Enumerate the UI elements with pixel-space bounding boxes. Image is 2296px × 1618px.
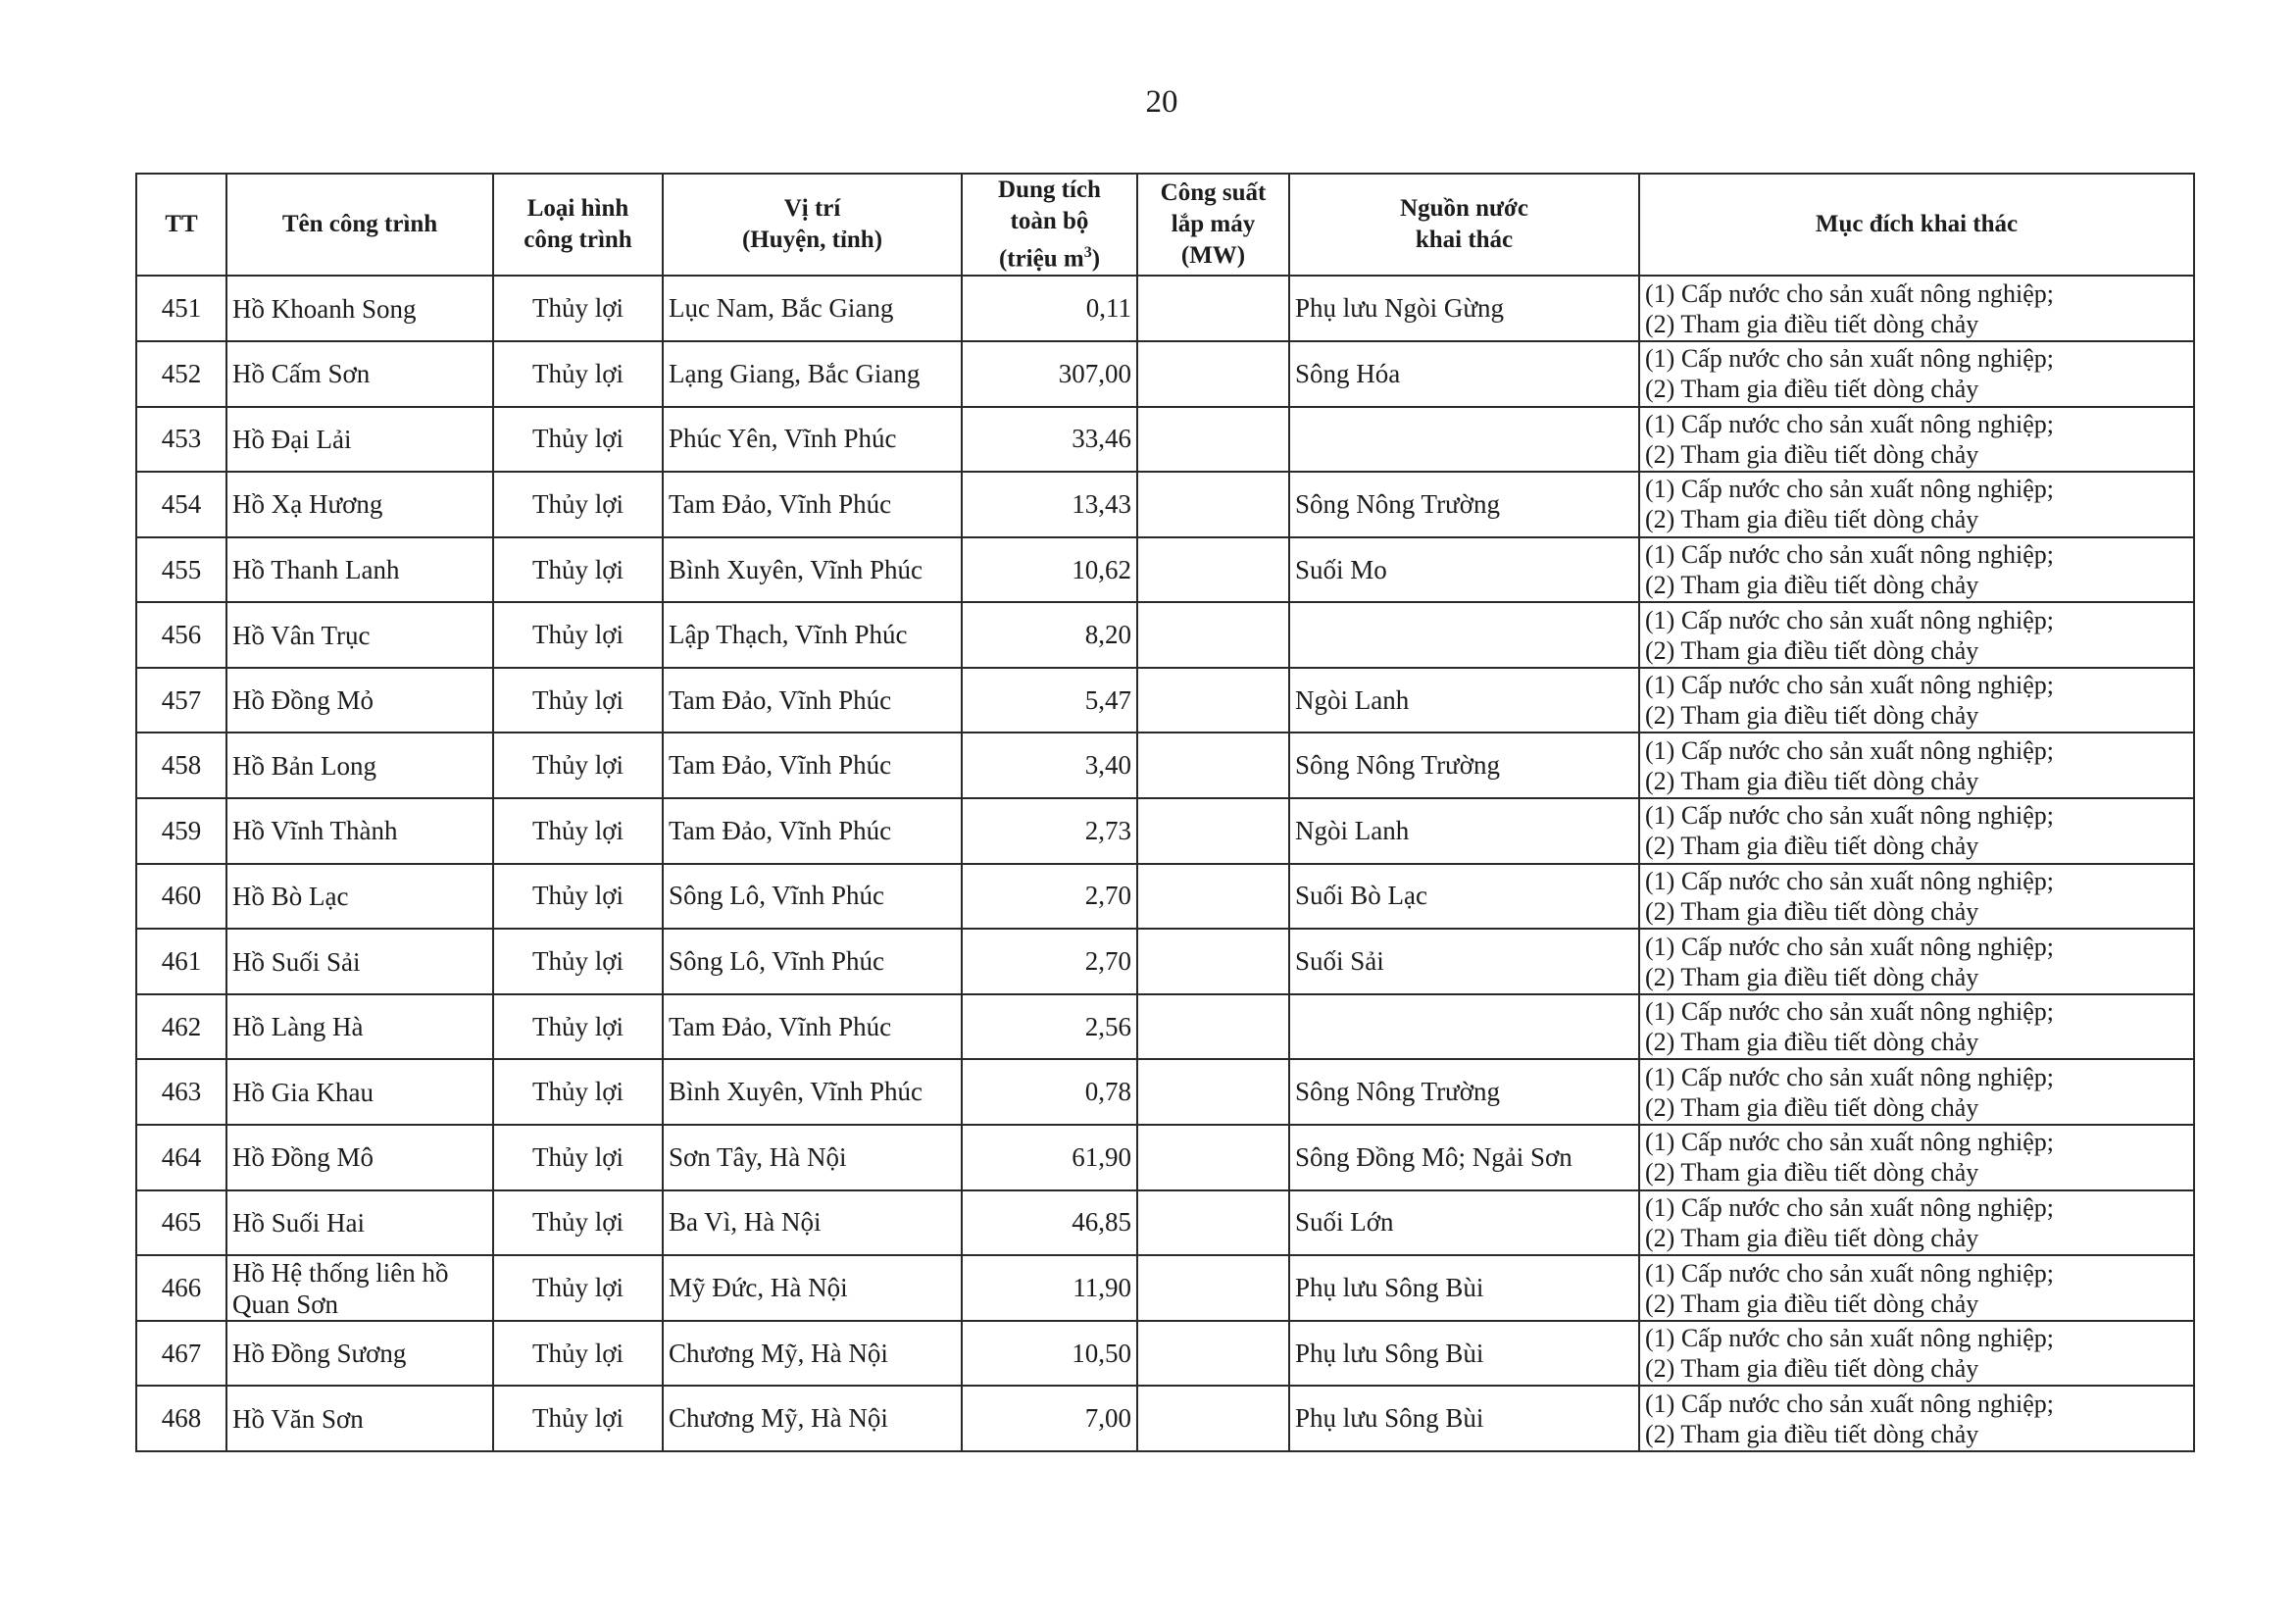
table-row <box>136 668 2194 733</box>
row-purpose-line2: (2) Tham gia điều tiết dòng chảy <box>1645 832 1979 861</box>
row-source: Sông Hóa <box>1289 341 1639 407</box>
row-location: Phúc Yên, Vĩnh Phúc <box>663 407 962 473</box>
row-purpose <box>1639 407 2194 473</box>
header-location <box>663 174 962 276</box>
row-purpose-line2: (2) Tham gia điều tiết dòng chảy <box>1645 635 1979 665</box>
row-purpose-line1: (1) Cấp nước cho sản xuất nông nghiệp; <box>1645 997 2055 1027</box>
table-row <box>136 1190 2194 1256</box>
row-power <box>1137 1059 1289 1125</box>
row-purpose-line2: (2) Tham gia điều tiết dòng chảy <box>1645 1289 1979 1318</box>
row-number: 459 <box>136 798 226 864</box>
header-power <box>1137 174 1289 276</box>
row-location: Tam Đảo, Vĩnh Phúc <box>663 472 962 537</box>
header-tt: TT <box>136 174 226 276</box>
row-power <box>1137 994 1289 1060</box>
row-power <box>1137 1321 1289 1387</box>
row-name: Hồ Đồng Mỏ <box>226 668 493 733</box>
header-source <box>1289 174 1639 276</box>
table-row <box>136 602 2194 668</box>
row-purpose-line2: (2) Tham gia điều tiết dòng chảy <box>1645 766 1979 795</box>
row-power <box>1137 407 1289 473</box>
page-number: 20 <box>1145 84 1178 120</box>
row-type: Thủy lợi <box>493 407 663 473</box>
row-capacity: 0,11 <box>962 276 1137 341</box>
row-source <box>1289 407 1639 473</box>
row-purpose <box>1639 1125 2194 1190</box>
row-power <box>1137 798 1289 864</box>
header-type-line1: Loại hình <box>526 195 629 223</box>
row-type: Thủy lợi <box>493 341 663 407</box>
row-location: Sơn Tây, Hà Nội <box>663 1125 962 1190</box>
row-purpose-line2: (2) Tham gia điều tiết dòng chảy <box>1645 896 1979 926</box>
row-source: Phụ lưu Ngòi Gừng <box>1289 276 1639 341</box>
row-location: Chương Mỹ, Hà Nội <box>663 1321 962 1387</box>
row-location: Tam Đảo, Vĩnh Phúc <box>663 733 962 798</box>
row-location: Sông Lô, Vĩnh Phúc <box>663 929 962 994</box>
row-purpose-line1: (1) Cấp nước cho sản xuất nông nghiệp; <box>1645 735 2055 765</box>
row-name: Hồ Suối Sải <box>226 929 493 994</box>
row-location: Bình Xuyên, Vĩnh Phúc <box>663 537 962 603</box>
row-number: 455 <box>136 537 226 603</box>
table-row <box>136 733 2194 798</box>
row-purpose <box>1639 864 2194 930</box>
row-type: Thủy lợi <box>493 864 663 930</box>
row-source: Sông Nông Trường <box>1289 733 1639 798</box>
header-purpose: Mục đích khai thác <box>1639 174 2194 276</box>
row-name: Hồ Vĩnh Thành <box>226 798 493 864</box>
row-number: 454 <box>136 472 226 537</box>
table-row <box>136 1386 2194 1451</box>
table-row <box>136 864 2194 930</box>
row-type: Thủy lợi <box>493 798 663 864</box>
row-source: Phụ lưu Sông Bùi <box>1289 1321 1639 1387</box>
row-type: Thủy lợi <box>493 1255 663 1321</box>
row-source: Phụ lưu Sông Bùi <box>1289 1255 1639 1321</box>
row-name-line2: Quan Sơn <box>232 1289 339 1319</box>
header-capacity-line1: Dung tích <box>998 177 1101 203</box>
table-body <box>136 276 2194 1451</box>
row-source: Ngòi Lanh <box>1289 798 1639 864</box>
row-number: 456 <box>136 602 226 668</box>
row-purpose-line1: (1) Cấp nước cho sản xuất nông nghiệp; <box>1645 866 2055 895</box>
row-power <box>1137 1386 1289 1451</box>
row-location: Chương Mỹ, Hà Nội <box>663 1386 962 1451</box>
header-name: Tên công trình <box>226 174 493 276</box>
row-number: 463 <box>136 1059 226 1125</box>
row-name: Hồ Bản Long <box>226 733 493 798</box>
row-purpose-line2: (2) Tham gia điều tiết dòng chảy <box>1645 309 1979 338</box>
row-purpose <box>1639 733 2194 798</box>
row-type: Thủy lợi <box>493 1386 663 1451</box>
table-header-row <box>136 174 2194 276</box>
row-power <box>1137 733 1289 798</box>
row-type: Thủy lợi <box>493 929 663 994</box>
row-location: Lạng Giang, Bắc Giang <box>663 341 962 407</box>
row-name: Hồ Khoanh Song <box>226 276 493 341</box>
row-source: Sông Đồng Mô; Ngải Sơn <box>1289 1125 1639 1190</box>
header-power-line2: lắp máy <box>1171 211 1256 238</box>
row-purpose <box>1639 1255 2194 1321</box>
row-purpose-line1: (1) Cấp nước cho sản xuất nông nghiệp; <box>1645 1389 2055 1418</box>
table-row <box>136 276 2194 341</box>
header-location-line2: (Huyện, tỉnh) <box>741 227 883 254</box>
row-purpose-line2: (2) Tham gia điều tiết dòng chảy <box>1645 962 1979 991</box>
row-source: Suối Sải <box>1289 929 1639 994</box>
row-power <box>1137 472 1289 537</box>
row-number: 464 <box>136 1125 226 1190</box>
row-number: 453 <box>136 407 226 473</box>
row-purpose <box>1639 602 2194 668</box>
row-purpose-line2: (2) Tham gia điều tiết dòng chảy <box>1645 1223 1979 1252</box>
row-type: Thủy lợi <box>493 537 663 603</box>
row-capacity: 10,62 <box>962 537 1137 603</box>
row-power <box>1137 864 1289 930</box>
row-purpose-line2: (2) Tham gia điều tiết dòng chảy <box>1645 505 1979 534</box>
row-name: Hồ Đồng Sương <box>226 1321 493 1387</box>
row-location: Ba Vì, Hà Nội <box>663 1190 962 1256</box>
row-type: Thủy lợi <box>493 276 663 341</box>
row-power <box>1137 341 1289 407</box>
row-source: Ngòi Lanh <box>1289 668 1639 733</box>
row-purpose <box>1639 929 2194 994</box>
row-purpose-line2: (2) Tham gia điều tiết dòng chảy <box>1645 1028 1979 1057</box>
table-row <box>136 341 2194 407</box>
row-purpose-line1: (1) Cấp nước cho sản xuất nông nghiệp; <box>1645 409 2055 438</box>
table-row <box>136 929 2194 994</box>
row-location: Bình Xuyên, Vĩnh Phúc <box>663 1059 962 1125</box>
row-capacity: 46,85 <box>962 1190 1137 1256</box>
header-power-line3: (MW) <box>1180 242 1246 270</box>
row-capacity: 8,20 <box>962 602 1137 668</box>
row-power <box>1137 668 1289 733</box>
row-type: Thủy lợi <box>493 602 663 668</box>
row-name-line1: Hồ Hệ thống liên hồ <box>232 1257 449 1288</box>
row-location: Tam Đảo, Vĩnh Phúc <box>663 994 962 1060</box>
row-type: Thủy lợi <box>493 733 663 798</box>
row-number: 467 <box>136 1321 226 1387</box>
reservoir-table <box>135 173 2195 1452</box>
row-purpose <box>1639 798 2194 864</box>
table-row <box>136 1321 2194 1387</box>
table-row <box>136 472 2194 537</box>
row-purpose <box>1639 341 2194 407</box>
row-number: 460 <box>136 864 226 930</box>
row-purpose <box>1639 472 2194 537</box>
row-number: 468 <box>136 1386 226 1451</box>
table-row <box>136 537 2194 603</box>
row-location: Tam Đảo, Vĩnh Phúc <box>663 668 962 733</box>
row-capacity: 7,00 <box>962 1386 1137 1451</box>
row-purpose <box>1639 1321 2194 1387</box>
row-capacity: 0,78 <box>962 1059 1137 1125</box>
row-power <box>1137 929 1289 994</box>
header-capacity-unit-sup: 3 <box>1083 244 1092 261</box>
header-source-line2: khai thác <box>1415 227 1514 254</box>
table-row <box>136 1059 2194 1125</box>
row-name: Hồ Đại Lải <box>226 407 493 473</box>
row-name: Hồ Vân Trục <box>226 602 493 668</box>
row-power <box>1137 1125 1289 1190</box>
row-type: Thủy lợi <box>493 1059 663 1125</box>
row-purpose <box>1639 668 2194 733</box>
row-type: Thủy lợi <box>493 472 663 537</box>
row-number: 461 <box>136 929 226 994</box>
row-power <box>1137 602 1289 668</box>
row-purpose-line2: (2) Tham gia điều tiết dòng chảy <box>1645 439 1979 469</box>
row-number: 451 <box>136 276 226 341</box>
row-purpose <box>1639 537 2194 603</box>
table-row <box>136 994 2194 1060</box>
row-purpose-line1: (1) Cấp nước cho sản xuất nông nghiệp; <box>1645 1062 2055 1091</box>
row-capacity: 13,43 <box>962 472 1137 537</box>
table-row <box>136 1255 2194 1321</box>
row-power <box>1137 1190 1289 1256</box>
row-purpose-line2: (2) Tham gia điều tiết dòng chảy <box>1645 1158 1979 1188</box>
header-location-line1: Vị trí <box>783 195 841 223</box>
row-name <box>226 1255 493 1321</box>
row-purpose-line1: (1) Cấp nước cho sản xuất nông nghiệp; <box>1645 801 2055 831</box>
row-purpose-line1: (1) Cấp nước cho sản xuất nông nghiệp; <box>1645 1128 2055 1157</box>
row-capacity: 2,70 <box>962 929 1137 994</box>
row-name: Hồ Đồng Mô <box>226 1125 493 1190</box>
row-capacity: 5,47 <box>962 668 1137 733</box>
row-number: 466 <box>136 1255 226 1321</box>
row-purpose-line2: (2) Tham gia điều tiết dòng chảy <box>1645 375 1979 404</box>
row-purpose-line2: (2) Tham gia điều tiết dòng chảy <box>1645 1092 1979 1122</box>
row-location: Lập Thạch, Vĩnh Phúc <box>663 602 962 668</box>
row-name: Hồ Xạ Hương <box>226 472 493 537</box>
row-power <box>1137 537 1289 603</box>
row-purpose-line1: (1) Cấp nước cho sản xuất nông nghiệp; <box>1645 605 2055 634</box>
row-name: Hồ Bò Lạc <box>226 864 493 930</box>
header-capacity <box>962 174 1137 276</box>
row-type: Thủy lợi <box>493 1125 663 1190</box>
row-source: Sông Nông Trường <box>1289 1059 1639 1125</box>
table-row <box>136 1125 2194 1190</box>
row-purpose <box>1639 1386 2194 1451</box>
row-number: 452 <box>136 341 226 407</box>
row-name: Hồ Cấm Sơn <box>226 341 493 407</box>
row-purpose-line1: (1) Cấp nước cho sản xuất nông nghiệp; <box>1645 344 2055 374</box>
row-location: Sông Lô, Vĩnh Phúc <box>663 864 962 930</box>
table-row <box>136 798 2194 864</box>
row-number: 465 <box>136 1190 226 1256</box>
row-source: Suối Bò Lạc <box>1289 864 1639 930</box>
header-source-line1: Nguồn nước <box>1400 195 1528 223</box>
row-capacity: 11,90 <box>962 1255 1137 1321</box>
row-name: Hồ Thanh Lanh <box>226 537 493 603</box>
row-source <box>1289 994 1639 1060</box>
header-capacity-unit: (triệu m <box>998 245 1084 273</box>
row-capacity: 307,00 <box>962 341 1137 407</box>
row-source: Sông Nông Trường <box>1289 472 1639 537</box>
row-type: Thủy lợi <box>493 1190 663 1256</box>
row-capacity: 2,56 <box>962 994 1137 1060</box>
row-purpose-line1: (1) Cấp nước cho sản xuất nông nghiệp; <box>1645 278 2055 308</box>
row-type: Thủy lợi <box>493 994 663 1060</box>
row-source: Phụ lưu Sông Bùi <box>1289 1386 1639 1451</box>
row-source: Suối Lớn <box>1289 1190 1639 1256</box>
row-number: 462 <box>136 994 226 1060</box>
header-type-line2: công trình <box>524 227 632 254</box>
row-source <box>1289 602 1639 668</box>
row-capacity: 61,90 <box>962 1125 1137 1190</box>
row-capacity: 10,50 <box>962 1321 1137 1387</box>
header-capacity-line3 <box>968 237 1131 275</box>
row-purpose-line1: (1) Cấp nước cho sản xuất nông nghiệp; <box>1645 1192 2055 1222</box>
row-location: Lục Nam, Bắc Giang <box>663 276 962 341</box>
header-type <box>493 174 663 276</box>
row-purpose <box>1639 1190 2194 1256</box>
row-name: Hồ Suối Hai <box>226 1190 493 1256</box>
row-power <box>1137 276 1289 341</box>
row-location: Mỹ Đức, Hà Nội <box>663 1255 962 1321</box>
row-purpose <box>1639 1059 2194 1125</box>
row-location: Tam Đảo, Vĩnh Phúc <box>663 798 962 864</box>
row-capacity: 2,73 <box>962 798 1137 864</box>
table-row <box>136 407 2194 473</box>
row-purpose-line2: (2) Tham gia điều tiết dòng chảy <box>1645 701 1979 731</box>
row-type: Thủy lợi <box>493 1321 663 1387</box>
row-capacity: 2,70 <box>962 864 1137 930</box>
row-name: Hồ Văn Sơn <box>226 1386 493 1451</box>
row-purpose-line1: (1) Cấp nước cho sản xuất nông nghiệp; <box>1645 671 2055 700</box>
row-purpose-line1: (1) Cấp nước cho sản xuất nông nghiệp; <box>1645 932 2055 961</box>
row-purpose-line1: (1) Cấp nước cho sản xuất nông nghiệp; <box>1645 540 2055 569</box>
row-power <box>1137 1255 1289 1321</box>
header-capacity-line2: toàn bộ <box>1010 208 1089 234</box>
row-source: Suối Mo <box>1289 537 1639 603</box>
row-purpose <box>1639 276 2194 341</box>
row-name: Hồ Gia Khau <box>226 1059 493 1125</box>
header-capacity-unit-close: ) <box>1091 245 1101 273</box>
row-capacity: 3,40 <box>962 733 1137 798</box>
row-purpose-line1: (1) Cấp nước cho sản xuất nông nghiệp; <box>1645 1258 2055 1288</box>
row-type: Thủy lợi <box>493 668 663 733</box>
row-purpose-line2: (2) Tham gia điều tiết dòng chảy <box>1645 1419 1979 1448</box>
header-power-line1: Công suất <box>1160 179 1267 207</box>
row-purpose-line2: (2) Tham gia điều tiết dòng chảy <box>1645 571 1979 599</box>
row-purpose-line2: (2) Tham gia điều tiết dòng chảy <box>1645 1354 1979 1384</box>
row-number: 458 <box>136 733 226 798</box>
row-number: 457 <box>136 668 226 733</box>
row-capacity: 33,46 <box>962 407 1137 473</box>
row-name: Hồ Làng Hà <box>226 994 493 1060</box>
row-purpose-line1: (1) Cấp nước cho sản xuất nông nghiệp; <box>1645 475 2055 504</box>
row-purpose <box>1639 994 2194 1060</box>
row-purpose-line1: (1) Cấp nước cho sản xuất nông nghiệp; <box>1645 1324 2055 1353</box>
